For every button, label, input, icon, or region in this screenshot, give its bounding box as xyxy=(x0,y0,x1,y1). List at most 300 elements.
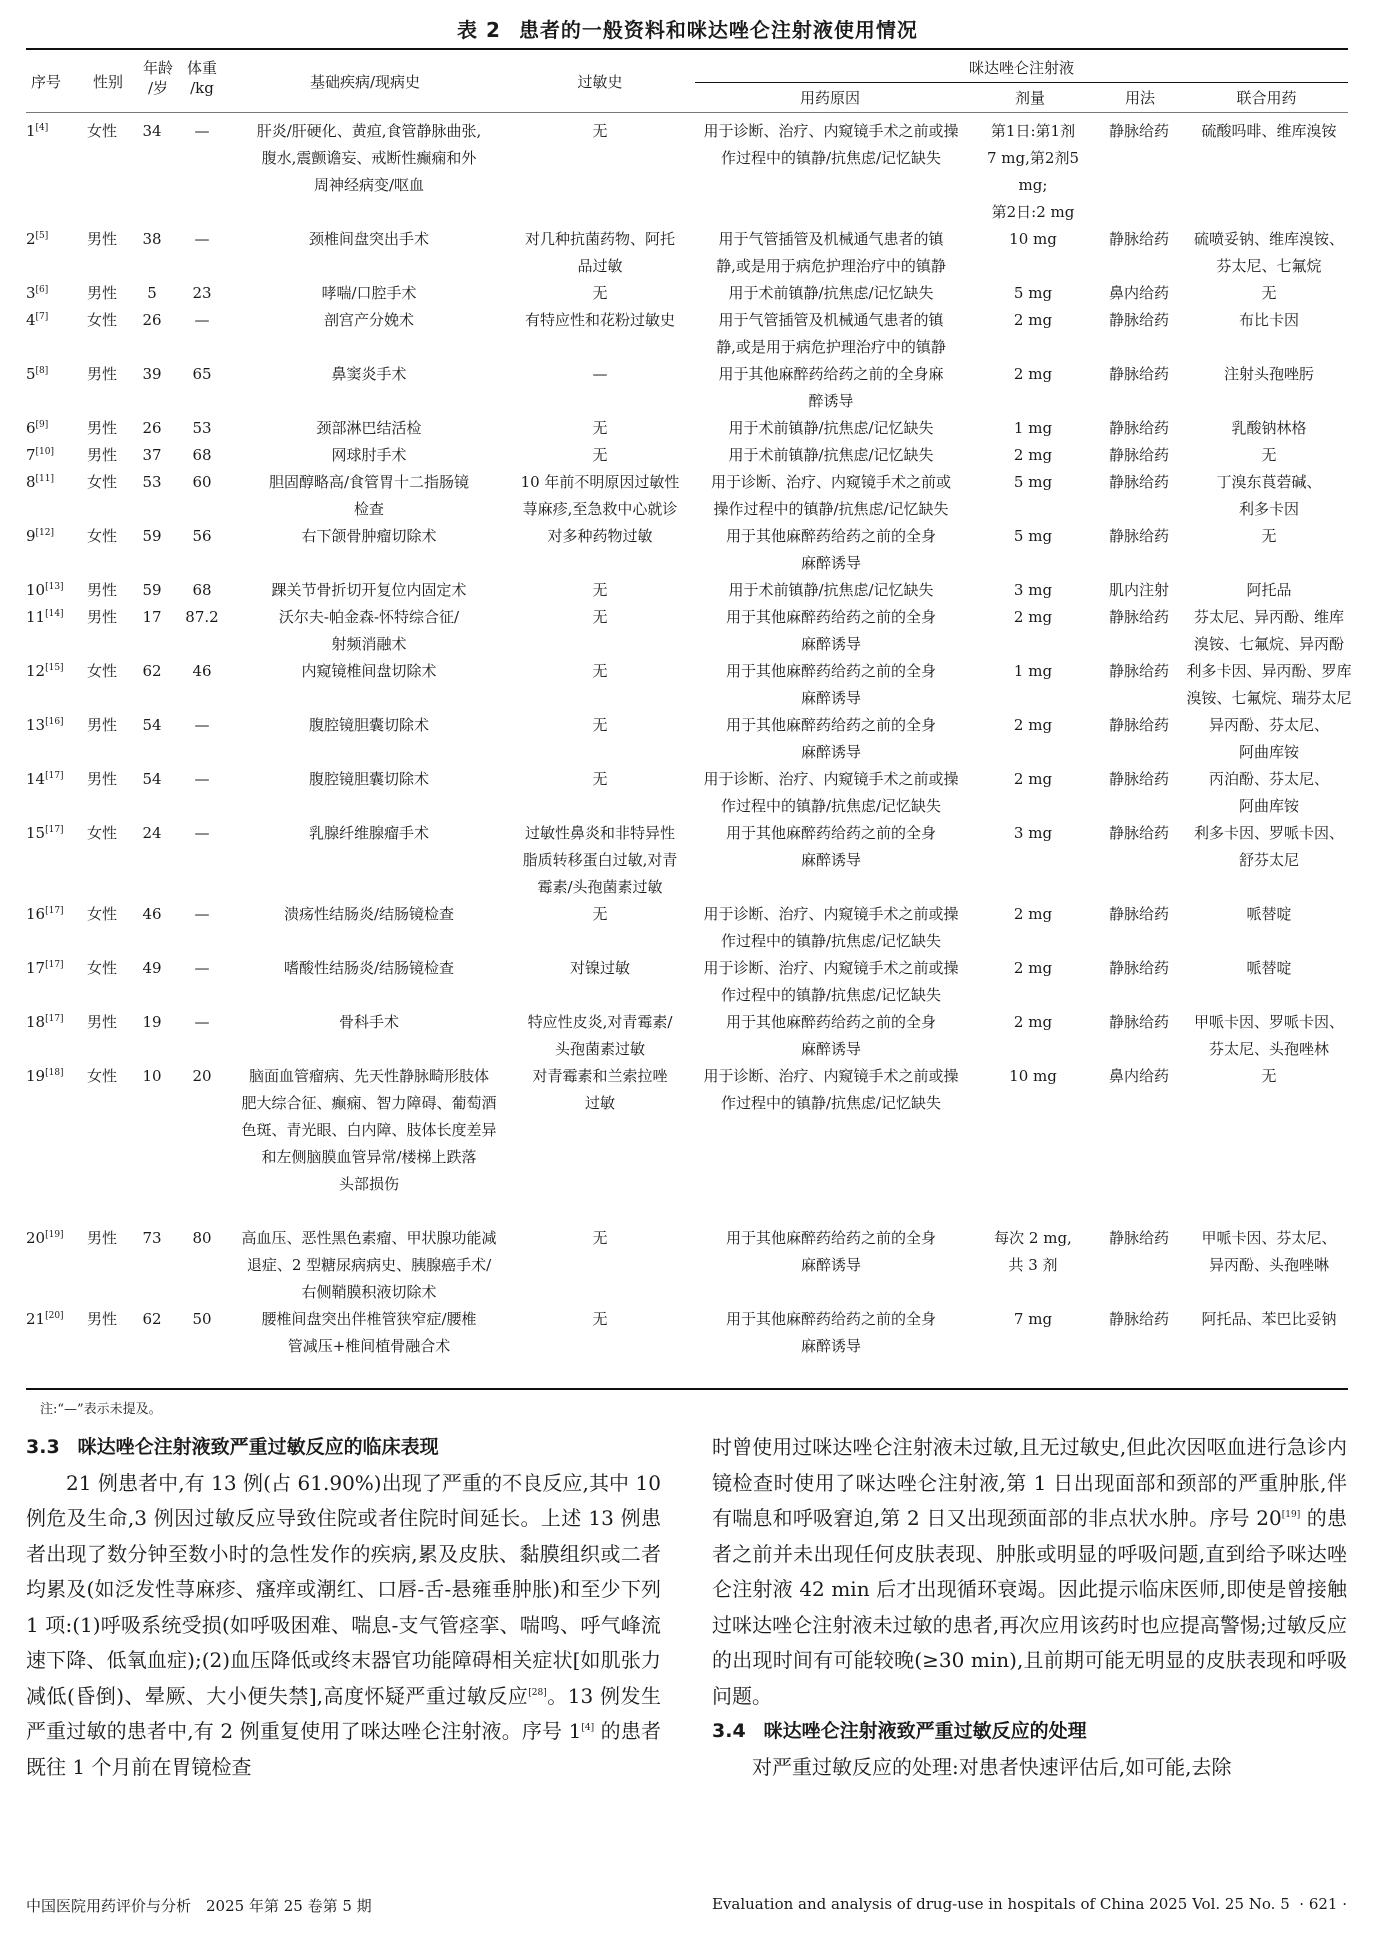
cell-dose xyxy=(972,280,1094,307)
cell-line: 异丙酚、头孢唑啉 xyxy=(1208,1256,1329,1274)
table-bottom-rule xyxy=(26,1388,1348,1390)
header-combo: 联合用药 xyxy=(1236,89,1297,107)
cell-disease xyxy=(228,712,510,766)
table-row xyxy=(14,1063,1354,1225)
cell-line: 2 mg xyxy=(1013,608,1053,626)
cell-disease xyxy=(228,469,510,523)
cell-reason xyxy=(690,469,972,523)
cell-line: 腹水,震颤谵妄、戒断性癫痫和外 xyxy=(261,149,477,167)
citation: [10] xyxy=(35,447,55,457)
cell-line: 用于诊断、治疗、内窥镜手术之前或操 xyxy=(703,959,959,977)
cell-line: 腰椎间盘突出伴椎管狭窄症/腰椎 xyxy=(261,1310,477,1328)
cell-seq xyxy=(14,712,76,766)
cell-combo xyxy=(1184,901,1354,955)
cell-line: 颈部淋巴结活检 xyxy=(316,419,422,437)
cell-seq xyxy=(14,361,76,415)
cell-disease xyxy=(228,523,510,577)
cell-disease xyxy=(228,361,510,415)
table-row xyxy=(14,1225,1354,1306)
cell-line: 2 mg xyxy=(1013,716,1053,734)
cell-disease xyxy=(228,604,510,658)
cell-line: 用于诊断、治疗、内窥镜手术之前或操 xyxy=(703,122,959,140)
seq-number: 11 xyxy=(26,608,46,626)
cell-route: 静脉给药 xyxy=(1108,419,1169,437)
cell-age: 19 xyxy=(142,1013,162,1031)
cell-line: 每次 2 mg, xyxy=(994,1229,1072,1247)
cell-line: 脑面血管瘤病、先天性静脉畸形肢体 xyxy=(248,1067,489,1085)
cell-weight: — xyxy=(194,1013,210,1031)
seq-number: 17 xyxy=(26,959,46,977)
cell-allergy xyxy=(510,226,690,280)
cell-dose xyxy=(972,1306,1094,1360)
cell-line: 用于气管插管及机械通气患者的镇 xyxy=(718,311,944,329)
cell-seq xyxy=(14,226,76,280)
cell-line: 骨科手术 xyxy=(338,1013,399,1031)
cell-allergy xyxy=(510,469,690,523)
cell-age: 26 xyxy=(142,419,162,437)
cell-route: 静脉给药 xyxy=(1108,770,1169,788)
cell-line: 用于其他麻醉药给药之前的全身麻 xyxy=(718,365,944,383)
cell-combo xyxy=(1184,1225,1354,1306)
cell-seq xyxy=(14,901,76,955)
cell-line: 10 mg xyxy=(1009,1067,1057,1085)
cell-line: 用于术前镇静/抗焦虑/记忆缺失 xyxy=(728,284,934,302)
cell-line: 用于术前镇静/抗焦虑/记忆缺失 xyxy=(728,419,934,437)
table-number: 表 2 xyxy=(457,18,501,42)
cell-line: 无 xyxy=(1261,527,1277,545)
cell-age: 62 xyxy=(142,662,162,680)
cell-dose xyxy=(972,1225,1094,1306)
cell-route: 鼻内给药 xyxy=(1108,1067,1169,1085)
header-sex: 性别 xyxy=(92,73,123,91)
cell-age: 38 xyxy=(142,230,162,248)
cell-line: 高血压、恶性黑色素瘤、甲状腺功能减 xyxy=(241,1229,497,1247)
table-row xyxy=(14,523,1354,577)
seq-number: 14 xyxy=(26,770,46,788)
cell-disease xyxy=(228,226,510,280)
cell-line: 阿曲库铵 xyxy=(1238,797,1299,815)
seq-number: 2 xyxy=(26,230,36,248)
cell-sex: 男性 xyxy=(86,419,117,437)
cell-disease xyxy=(228,307,510,361)
cell-line: 内窥镜椎间盘切除术 xyxy=(301,662,437,680)
cell-line: 用于诊断、治疗、内窥镜手术之前或操 xyxy=(703,905,959,923)
header-midazolam-group: 咪达唑仑注射液 xyxy=(968,59,1074,77)
seq-number: 9 xyxy=(26,527,36,545)
citation: [9] xyxy=(35,420,49,430)
cell-line: 甲哌卡因、罗哌卡因、 xyxy=(1193,1013,1344,1031)
cell-dose xyxy=(972,955,1094,1009)
cell-sex: 女性 xyxy=(86,473,117,491)
cell-allergy xyxy=(510,523,690,577)
table-row xyxy=(14,1009,1354,1063)
cell-sex: 男性 xyxy=(86,1013,117,1031)
cell-dose xyxy=(972,1009,1094,1063)
cell-weight: 65 xyxy=(192,365,212,383)
cell-combo xyxy=(1184,1009,1354,1063)
cell-allergy xyxy=(510,658,690,712)
cell-seq xyxy=(14,955,76,1009)
cell-disease xyxy=(228,1306,510,1360)
cell-age: 46 xyxy=(142,905,162,923)
cell-sex: 女性 xyxy=(86,527,117,545)
citation: [4] xyxy=(35,123,49,133)
cell-combo xyxy=(1184,415,1354,442)
cell-line: 利多卡因 xyxy=(1238,500,1299,518)
cell-combo xyxy=(1184,469,1354,523)
cell-line: 用于诊断、治疗、内窥镜手术之前或操 xyxy=(703,770,959,788)
cell-age: 59 xyxy=(142,581,162,599)
cell-route: 静脉给药 xyxy=(1108,446,1169,464)
cell-line: 肝炎/肝硬化、黄疸,食管静脉曲张, xyxy=(256,122,482,140)
cell-allergy xyxy=(510,1225,690,1306)
cell-line: 品过敏 xyxy=(577,257,623,275)
cell-combo xyxy=(1184,118,1354,226)
cell-dose xyxy=(972,226,1094,280)
cell-sex: 女性 xyxy=(86,905,117,923)
cell-allergy xyxy=(510,1009,690,1063)
cell-line: 2 mg xyxy=(1013,365,1053,383)
cell-dose xyxy=(972,1063,1094,1225)
cell-line: 用于气管插管及机械通气患者的镇 xyxy=(718,230,944,248)
cell-dose xyxy=(972,766,1094,820)
cell-line: 用于其他麻醉药给药之前的全身 xyxy=(725,716,936,734)
cell-reason xyxy=(690,766,972,820)
cell-disease xyxy=(228,901,510,955)
cell-line: 网球肘手术 xyxy=(331,446,407,464)
cell-line: 溃疡性结肠炎/结肠镜检查 xyxy=(283,905,455,923)
cell-combo xyxy=(1184,658,1354,712)
cell-line: 甲哌卡因、芬太尼、 xyxy=(1201,1229,1337,1247)
cell-dose xyxy=(972,415,1094,442)
cell-line: 2 mg xyxy=(1013,1013,1053,1031)
cell-line: 用于其他麻醉药给药之前的全身 xyxy=(725,824,936,842)
cell-dose xyxy=(972,442,1094,469)
cell-seq xyxy=(14,604,76,658)
cell-combo xyxy=(1184,361,1354,415)
cell-dose xyxy=(972,577,1094,604)
cell-line: 阿托品 xyxy=(1246,581,1292,599)
cell-line: 阿曲库铵 xyxy=(1238,743,1299,761)
seq-number: 19 xyxy=(26,1067,46,1085)
cell-reason xyxy=(690,1225,972,1306)
table-row xyxy=(14,955,1354,1009)
cell-line: 麻醉诱导 xyxy=(800,1040,861,1058)
cell-seq xyxy=(14,307,76,361)
cell-line: 用于其他麻醉药给药之前的全身 xyxy=(725,1310,936,1328)
cell-combo xyxy=(1184,442,1354,469)
cell-dose xyxy=(972,307,1094,361)
cell-reason xyxy=(690,577,972,604)
header-age-line2: /岁 xyxy=(147,79,169,97)
cell-line: 麻醉诱导 xyxy=(800,851,861,869)
cell-line: 麻醉诱导 xyxy=(800,743,861,761)
cell-age: 37 xyxy=(142,446,162,464)
seq-number: 5 xyxy=(26,365,36,383)
cell-line: 2 mg xyxy=(1013,905,1053,923)
table-row xyxy=(14,361,1354,415)
cell-combo xyxy=(1184,280,1354,307)
cell-allergy xyxy=(510,307,690,361)
seq-number: 12 xyxy=(26,662,46,680)
table-row xyxy=(14,118,1354,226)
cell-line: 对多种药物过敏 xyxy=(547,527,653,545)
cell-age: 54 xyxy=(142,716,162,734)
table-note: 注:“—”表示未提及。 xyxy=(40,1402,162,1417)
cell-sex: 女性 xyxy=(86,824,117,842)
cell-reason xyxy=(690,280,972,307)
cell-line: 注射头孢唑肟 xyxy=(1223,365,1314,383)
cell-line: 右侧鞘膜积液切除术 xyxy=(301,1283,437,1301)
cell-disease xyxy=(228,766,510,820)
citation: [17] xyxy=(45,1014,64,1024)
cell-line: 操作过程中的镇静/抗焦虑/记忆缺失 xyxy=(713,500,949,518)
cell-reason xyxy=(690,955,972,1009)
seq-number: 16 xyxy=(26,905,46,923)
cell-seq xyxy=(14,415,76,442)
cell-line: 麻醉诱导 xyxy=(800,689,861,707)
cell-combo xyxy=(1184,523,1354,577)
table-row xyxy=(14,442,1354,469)
cell-weight: — xyxy=(194,311,210,329)
cell-line: 麻醉诱导 xyxy=(800,1256,861,1274)
seq-number: 15 xyxy=(26,824,46,842)
cell-reason xyxy=(690,523,972,577)
cell-disease xyxy=(228,442,510,469)
cell-allergy xyxy=(510,820,690,901)
cell-line: 用于诊断、治疗、内窥镜手术之前或 xyxy=(710,473,951,491)
cell-line: 头孢菌素过敏 xyxy=(554,1040,645,1058)
header-seq: 序号 xyxy=(30,73,61,91)
cell-line: 荨麻疹,至急救中心就诊 xyxy=(522,500,678,518)
cell-allergy xyxy=(510,712,690,766)
cell-route: 静脉给药 xyxy=(1108,824,1169,842)
cell-reason xyxy=(690,1063,972,1225)
cell-line: 2 mg xyxy=(1013,959,1053,977)
header-age-line1: 年龄 xyxy=(142,59,173,77)
cell-line: 对镍过敏 xyxy=(569,959,630,977)
cell-reason xyxy=(690,658,972,712)
cell-dose xyxy=(972,118,1094,226)
cell-line: 静,或是用于病危护理治疗中的镇静 xyxy=(716,338,946,356)
cell-line: 用于术前镇静/抗焦虑/记忆缺失 xyxy=(728,446,934,464)
cell-sex: 男性 xyxy=(86,446,117,464)
citation: [19] xyxy=(1281,1510,1301,1520)
cell-line: 嗜酸性结肠炎/结肠镜检查 xyxy=(283,959,455,977)
cell-line: 腹腔镜胆囊切除术 xyxy=(308,770,429,788)
cell-combo xyxy=(1184,955,1354,1009)
citation: [28] xyxy=(528,1687,547,1698)
cell-line: 霉素/头孢菌素过敏 xyxy=(537,878,663,896)
cell-line: 10 mg xyxy=(1009,230,1057,248)
cell-reason xyxy=(690,604,972,658)
cell-age: 34 xyxy=(142,122,162,140)
body-column-left xyxy=(26,1430,661,1785)
cell-allergy xyxy=(510,361,690,415)
cell-reason xyxy=(690,1009,972,1063)
cell-line: 2 mg xyxy=(1013,446,1053,464)
cell-dose xyxy=(972,712,1094,766)
citation: [20] xyxy=(45,1311,64,1321)
cell-line: 作过程中的镇静/抗焦虑/记忆缺失 xyxy=(720,932,942,950)
cell-line: 芬太尼、头孢唑林 xyxy=(1208,1040,1329,1058)
cell-line: 用于其他麻醉药给药之前的全身 xyxy=(725,1013,936,1031)
cell-age: 10 xyxy=(142,1067,162,1085)
citation: [11] xyxy=(35,474,55,484)
cell-line: 射频消融术 xyxy=(331,635,407,653)
cell-line: 5 mg xyxy=(1013,284,1053,302)
citation: [4] xyxy=(581,1723,595,1733)
cell-line: 7 mg xyxy=(1013,1310,1053,1328)
cell-weight: 68 xyxy=(192,446,212,464)
seq-number: 18 xyxy=(26,1013,46,1031)
paragraph-continued xyxy=(712,1430,1347,1714)
table-group-rule xyxy=(695,82,1348,83)
table-row xyxy=(14,226,1354,280)
cell-dose xyxy=(972,361,1094,415)
paragraph: 对严重过敏反应的处理:对患者快速评估后,如可能,去除 xyxy=(752,1754,1232,1779)
cell-line: 对青霉素和兰索拉唑 xyxy=(532,1067,668,1085)
cell-line: 溴铵、七氟烷、瑞芬太尼 xyxy=(1186,689,1352,707)
cell-line: 无 xyxy=(592,905,608,923)
cell-sex: 男性 xyxy=(86,1229,117,1247)
citation: [7] xyxy=(35,312,49,322)
cell-line: 乳腺纤维腺瘤手术 xyxy=(308,824,429,842)
table-title xyxy=(0,14,1375,43)
citation: [17] xyxy=(45,825,64,835)
cell-line: 无 xyxy=(592,1229,608,1247)
cell-line: 2 mg xyxy=(1013,770,1053,788)
cell-weight: — xyxy=(194,905,210,923)
cell-age: 73 xyxy=(142,1229,162,1247)
cell-line: 头部损伤 xyxy=(338,1175,399,1193)
citation: [19] xyxy=(45,1230,64,1240)
cell-line: 麻醉诱导 xyxy=(800,635,861,653)
cell-disease xyxy=(228,577,510,604)
seq-number: 7 xyxy=(26,446,36,464)
cell-line: 有特应性和花粉过敏史 xyxy=(524,311,675,329)
cell-combo xyxy=(1184,604,1354,658)
cell-line: 踝关节骨折切开复位内固定术 xyxy=(271,581,467,599)
cell-line: 无 xyxy=(592,716,608,734)
cell-sex: 女性 xyxy=(86,1067,117,1085)
cell-line: 作过程中的镇静/抗焦虑/记忆缺失 xyxy=(720,797,942,815)
cell-seq xyxy=(14,658,76,712)
table-row xyxy=(14,577,1354,604)
cell-line: 7 mg,第2剂5 mg; xyxy=(987,149,1079,194)
cell-sex: 男性 xyxy=(86,284,117,302)
cell-line: 无 xyxy=(592,419,608,437)
cell-route: 静脉给药 xyxy=(1108,905,1169,923)
cell-line: 第1日:第1剂 xyxy=(990,122,1076,140)
cell-line: 鼻窦炎手术 xyxy=(331,365,407,383)
table-row xyxy=(14,820,1354,901)
cell-line: 阿托品、苯巴比妥钠 xyxy=(1201,1310,1337,1328)
cell-route: 静脉给药 xyxy=(1108,608,1169,626)
cell-weight: 68 xyxy=(192,581,212,599)
cell-combo xyxy=(1184,1063,1354,1225)
cell-line: 芬太尼、异丙酚、维库 xyxy=(1193,608,1344,626)
cell-sex: 女性 xyxy=(86,311,117,329)
cell-line: 腹腔镜胆囊切除术 xyxy=(308,716,429,734)
cell-line: 用于术前镇静/抗焦虑/记忆缺失 xyxy=(728,581,934,599)
body-column-right xyxy=(712,1430,1347,1785)
cell-dose xyxy=(972,820,1094,901)
cell-route: 静脉给药 xyxy=(1108,959,1169,977)
cell-line: 周神经病变/呕血 xyxy=(313,176,425,194)
header-reason: 用药原因 xyxy=(799,89,860,107)
cell-line: 丁溴东莨菪碱、 xyxy=(1216,473,1322,491)
cell-line: 右下颌骨肿瘤切除术 xyxy=(301,527,437,545)
cell-weight: — xyxy=(194,824,210,842)
section-number: 3.4 xyxy=(712,1720,746,1742)
cell-line: 脂质转移蛋白过敏,对青 xyxy=(522,851,678,869)
header-weight xyxy=(182,58,222,98)
cell-line: 过敏性鼻炎和非特异性 xyxy=(524,824,675,842)
cell-weight: 20 xyxy=(192,1067,212,1085)
cell-sex: 女性 xyxy=(86,662,117,680)
cell-disease xyxy=(228,118,510,226)
cell-sex: 男性 xyxy=(86,608,117,626)
section-title: 咪达唑仑注射液致严重过敏反应的临床表现 xyxy=(77,1436,439,1458)
cell-line: 管减压+椎间植骨融合术 xyxy=(287,1337,451,1355)
cell-weight: 80 xyxy=(192,1229,212,1247)
header-age xyxy=(138,58,178,98)
cell-line: 3 mg xyxy=(1013,824,1053,842)
cell-age: 54 xyxy=(142,770,162,788)
cell-line: — xyxy=(592,365,608,383)
cell-weight: 53 xyxy=(192,419,212,437)
seq-number: 1 xyxy=(26,122,36,140)
paragraph xyxy=(26,1466,661,1786)
cell-reason xyxy=(690,442,972,469)
cell-route: 静脉给药 xyxy=(1108,1310,1169,1328)
cell-line: 作过程中的镇静/抗焦虑/记忆缺失 xyxy=(720,986,942,1004)
cell-sex: 男性 xyxy=(86,365,117,383)
table-row xyxy=(14,307,1354,361)
cell-weight: 56 xyxy=(192,527,212,545)
cell-allergy xyxy=(510,604,690,658)
cell-line: 3 mg xyxy=(1013,581,1053,599)
cell-allergy xyxy=(510,442,690,469)
table-row xyxy=(14,469,1354,523)
cell-dose xyxy=(972,604,1094,658)
cell-sex: 女性 xyxy=(86,122,117,140)
cell-line: 剖宫产分娩术 xyxy=(323,311,414,329)
cell-line: 无 xyxy=(592,608,608,626)
seq-number: 13 xyxy=(26,716,46,734)
cell-sex: 女性 xyxy=(86,959,117,977)
citation: [6] xyxy=(35,285,49,295)
citation: [8] xyxy=(35,366,49,376)
cell-reason xyxy=(690,307,972,361)
cell-route: 静脉给药 xyxy=(1108,230,1169,248)
cell-route: 静脉给药 xyxy=(1108,473,1169,491)
cell-line: 硫喷妥钠、维库溴铵、 xyxy=(1193,230,1344,248)
seq-number: 4 xyxy=(26,311,36,329)
footer-journal-cn: 中国医院用药评价与分析 2025 年第 25 卷第 5 期 xyxy=(26,1897,372,1915)
cell-line: 用于其他麻醉药给药之前的全身 xyxy=(725,1229,936,1247)
cell-reason xyxy=(690,226,972,280)
cell-line: 2 mg xyxy=(1013,311,1053,329)
cell-seq xyxy=(14,766,76,820)
cell-age: 26 xyxy=(142,311,162,329)
cell-line: 溴铵、七氟烷、异丙酚 xyxy=(1193,635,1344,653)
cell-line: 检查 xyxy=(353,500,384,518)
cell-sex: 男性 xyxy=(86,230,117,248)
cell-allergy xyxy=(510,415,690,442)
cell-reason xyxy=(690,118,972,226)
